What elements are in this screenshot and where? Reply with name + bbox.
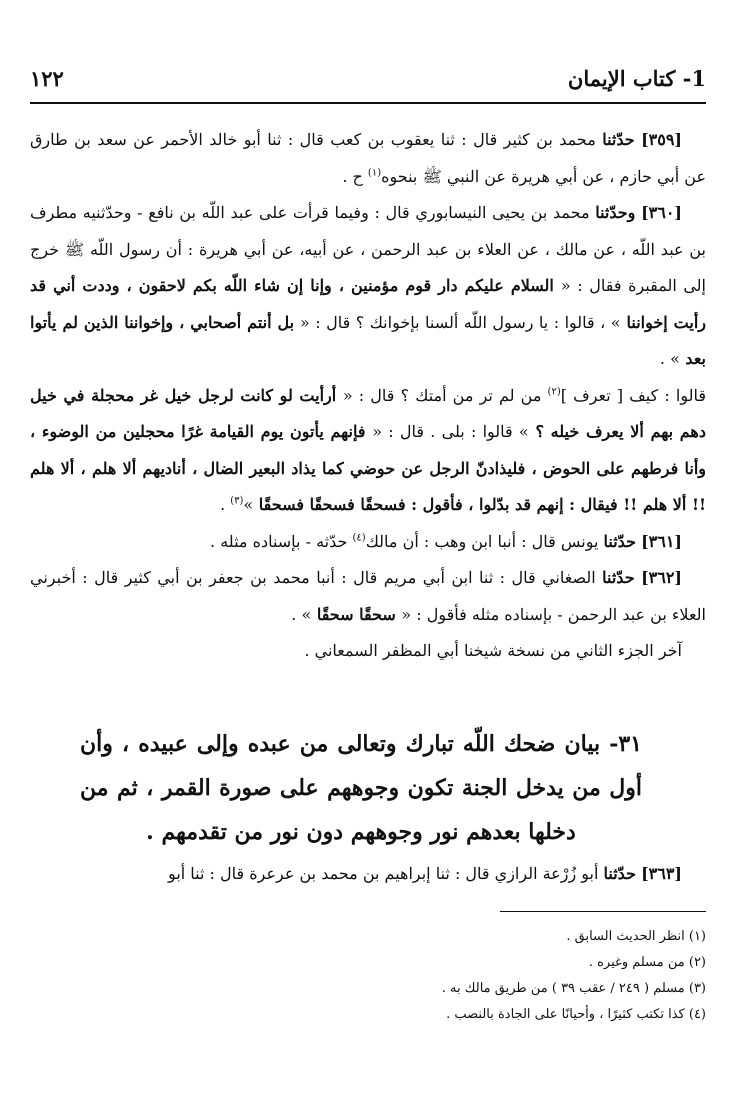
hadith-text: » قالوا : بلى . قال : « (372, 422, 529, 441)
page-body-continued (30, 856, 706, 892)
header-rule (30, 102, 706, 104)
footnotes (66, 924, 706, 1028)
footnote-ref-3: (٣) (230, 495, 244, 507)
footnote-ref-4: (٤) (352, 532, 366, 544)
hadith-number: [٣٦٢] (641, 568, 682, 587)
hadith-quote: فإنهم يأتون يوم القيامة غرًا محجلين من الوضوء ، وأنا فرطهم على الحوض ، فليذادنّ الرجل عن حوضي كما يذاد البعير الضال ، أناديهم ألا هلم ، ألا هلم !! ألا هلم !! فيقال : إنهم قد بدّلوا ، فأقول : فسحقًا فسحقًا فسحقًا (30, 422, 706, 514)
section-heading: ٣١- بيان ضحك اللّه تبارك وتعالى من عبده وإلى عبيده ، وأن أول من يدخل الجنة تكون وجوههم على صورة القمر ، ثم من دخلها بعدهم نور وجوههم دون نور من تقدمهم . (80, 731, 642, 845)
hadith-360 (30, 195, 706, 378)
page-number: ١٢٢ (30, 66, 64, 91)
footnote-ref-1: (١) (367, 167, 382, 179)
hadith-text: . (220, 495, 231, 514)
hadith-intro: حدّثنا (602, 130, 635, 149)
footnote-2: (٢) من مسلم وغيره . (588, 955, 706, 970)
hadith-text: » . (659, 349, 680, 368)
hadith-quote: السلام عليكم دار قوم مؤمنين ، وإنا إن شاء اللّه بكم لاحقون ، وددت أني قد رأيت إخواننا (30, 276, 706, 332)
page-body (30, 122, 706, 670)
hadith-362 (30, 560, 706, 633)
hadith-intro: وحدّثنا (595, 203, 636, 222)
hadith-text: يونس قال : أنبا ابن وهب : أن مالك (365, 531, 604, 551)
footnote-ref-2: (٢) (547, 386, 561, 398)
colophon: آخر الجزء الثاني من نسخة شيخنا أبي المظفر السمعاني . (304, 641, 682, 660)
hadith-intro: حدّثنا (603, 531, 636, 551)
hadith-number: [٣٦١] (641, 531, 682, 551)
hadith-quote: بل أنتم أصحابي ، وإخواننا الذين لم يأتوا بعد (30, 312, 706, 368)
hadith-text: محمد بن كثير قال : ثنا يعقوب بن كعب قال : ثنا أبو خالد الأحمر عن سعد بن طارق عن أبي حازم ، عن أبي هريرة عن النبي ﷺ بنحوه (30, 130, 706, 186)
hadith-359 (30, 122, 706, 195)
hadith-text: محمد بن يحيى النيسابوري قال : وفيما قرأت على عبد اللّه بن نافع - وحدّثنيه مطرف بن عبد اللّه ، عن مالك ، عن العلاء بن عبد الرحمن ، عن أبيه، عن أبي هريرة : أن رسول اللّه ﷺ خرج إلى المقبرة فقال : « (30, 203, 707, 295)
hadith-tail: حدّثه - بإسناده مثله . (210, 531, 353, 551)
hadith-363 (30, 856, 706, 892)
hadith-text: من لم تر من أمتك ؟ قال : « (342, 385, 548, 405)
footnote-4: (٤) كذا تكتب كثيرًا ، وأحيانًا على الجادة بالنصب . (446, 1007, 706, 1022)
hadith-text: الصغاني قال : ثنا ابن أبي مريم قال : أنبا محمد بن جعفر بن أبي كثير قال : أخبرني العلاء بن عبد الرحمن - بإسناده مثله فأقول : « (30, 568, 706, 624)
hadith-number: [٣٦٠] (641, 203, 682, 222)
footnote-3: (٣) مسلم ( ٢٤٩ / عقب ٣٩ ) من طريق مالك به . (441, 981, 706, 996)
hadith-quote: أرأيت لو كانت لرجل خيل غر محجلة في خيل دهم بهم ألا يعرف خيله ؟ (30, 385, 706, 441)
hadith-text: قالوا : كيف [ تعرف ] (560, 385, 707, 405)
hadith-text: أبو زُرْعة الرازي قال : ثنا إبراهيم بن محمد بن عرعرة قال : ثنا أبو (168, 864, 604, 883)
hadith-text: » (243, 495, 254, 514)
hadith-tail: ح . (342, 166, 368, 186)
hadith-tail: » . (291, 604, 312, 624)
hadith-intro: حدّثنا (603, 864, 636, 883)
footnote-rule (500, 911, 706, 912)
hadith-number: [٣٦٣] (641, 864, 682, 883)
hadith-361 (30, 524, 706, 561)
chapter-title: 1- كتاب الإيمان (567, 66, 706, 91)
hadith-quote: سحقًا سحقًا (311, 604, 402, 624)
hadith-intro: حدّثنا (602, 568, 635, 587)
hadith-360-continued (30, 378, 706, 524)
running-header (30, 66, 706, 102)
hadith-text: » ، قالوا : يا رسول اللّه ألسنا بإخوانك ؟ قال : « (300, 312, 621, 332)
hadith-number: [٣٥٩] (641, 130, 682, 149)
footnote-1: (١) انظر الحديث السابق . (566, 929, 706, 944)
